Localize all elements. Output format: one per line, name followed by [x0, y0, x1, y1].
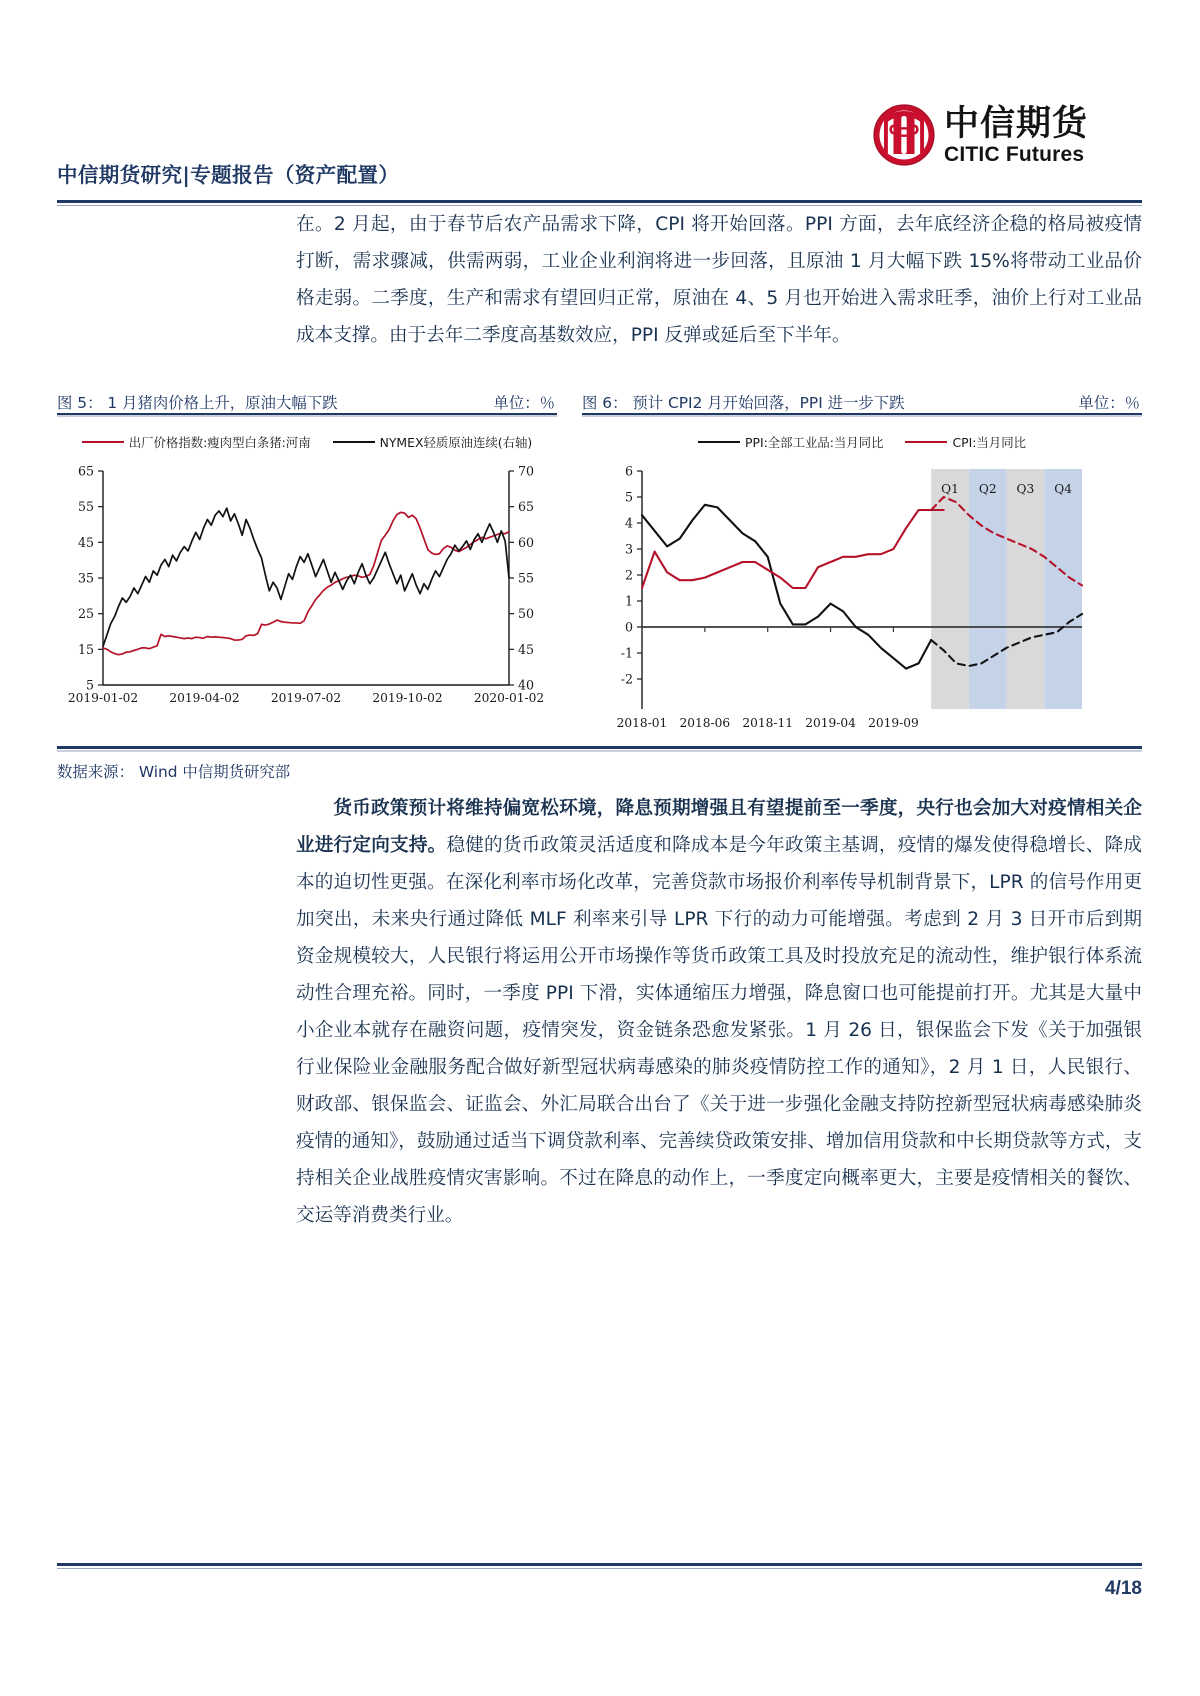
legend-swatch-black — [333, 441, 375, 444]
figure-6-legend — [582, 427, 1142, 457]
legend-label-nymex-crude: NYMEX轻质原油连续(右轴) — [379, 435, 533, 450]
figure-5-caption — [57, 385, 557, 415]
svg-text:2019-04-02: 2019-04-02 — [169, 691, 240, 705]
brand-name-cn: 中信期货 — [943, 102, 1088, 144]
svg-text:1: 1 — [624, 593, 633, 609]
svg-text:65: 65 — [77, 463, 94, 479]
source-divider-thin — [57, 750, 1142, 752]
svg-text:2: 2 — [624, 567, 633, 583]
header-divider — [57, 200, 1142, 203]
svg-text:2019-04: 2019-04 — [805, 716, 856, 729]
svg-text:40: 40 — [518, 677, 535, 693]
svg-text:Q2: Q2 — [978, 482, 997, 496]
legend-item-nymex-crude — [333, 433, 533, 451]
legend-swatch-red — [905, 441, 947, 444]
footer-divider-thin — [57, 1568, 1142, 1569]
figure-5 — [57, 385, 557, 729]
svg-text:55: 55 — [77, 499, 94, 515]
svg-text:5: 5 — [85, 677, 94, 693]
svg-text:-2: -2 — [620, 671, 633, 687]
svg-text:65: 65 — [518, 499, 535, 515]
legend-label-pork-price: 出厂价格指数:瘦肉型白条猪:河南 — [128, 435, 311, 450]
svg-text:2020-01-02: 2020-01-02 — [473, 691, 545, 705]
legend-item-cpi — [905, 433, 1026, 451]
page-number: 4/18 — [1105, 1578, 1142, 1599]
legend-item-pork-price — [82, 433, 311, 451]
svg-text:2018-01: 2018-01 — [616, 716, 668, 729]
legend-item-ppi — [698, 433, 883, 451]
svg-text:2019-09: 2019-09 — [868, 716, 919, 729]
svg-text:4: 4 — [624, 515, 633, 531]
svg-text:55: 55 — [518, 570, 535, 586]
citic-logo-icon — [873, 104, 935, 166]
svg-text:2019-10-02: 2019-10-02 — [372, 691, 443, 705]
page-header — [0, 0, 1200, 200]
legend-swatch-red — [82, 441, 124, 444]
svg-text:2018-11: 2018-11 — [742, 716, 794, 729]
figure-5-title: 图 5： 1 月猪肉价格上升，原油大幅下跌 — [57, 394, 338, 412]
svg-text:Q4: Q4 — [1054, 482, 1073, 496]
figure-5-svg — [57, 457, 557, 729]
brand-name-en: CITIC Futures — [943, 142, 1085, 166]
footer-divider — [57, 1563, 1142, 1566]
figure-5-plot — [57, 457, 557, 729]
svg-text:45: 45 — [77, 534, 94, 550]
svg-text:45: 45 — [518, 641, 535, 657]
svg-text:2018-06: 2018-06 — [679, 716, 731, 729]
report-header-title: 中信期货研究|专题报告（资产配置） — [57, 163, 400, 187]
svg-text:60: 60 — [518, 534, 535, 550]
svg-text:25: 25 — [77, 606, 94, 622]
figure-6-svg — [582, 457, 1142, 729]
figure-6 — [582, 385, 1142, 729]
svg-text:50: 50 — [518, 606, 535, 622]
svg-text:3: 3 — [624, 541, 633, 557]
paragraph-monetary-policy-lead: 货币政策预计将维持偏宽松环境，降息预期增强且有望提前至一季度，央行也会加大对疫情相关企业进行定向支持。 — [296, 798, 1142, 856]
svg-text:70: 70 — [518, 463, 535, 479]
svg-text:Q3: Q3 — [1016, 482, 1035, 496]
svg-text:-1: -1 — [620, 645, 633, 661]
source-note: 数据来源： Wind 中信期货研究部 — [57, 763, 291, 781]
svg-text:Q1: Q1 — [941, 482, 959, 496]
paragraph-cpi-ppi-outlook: 在。2 月起，由于春节后农产品需求下降，CPI 将开始回落。PPI 方面，去年底经济企稳的格局被疫情打断，需求骤减，供需两弱，工业企业利润将进一步回落，且原油 1 月大幅下跌 15%将带动工业品价格走弱。二季度，生产和需求有望回归正常，原油在 4、5 月也开始进入需求旺季，油价上行对工业品成本支撑。由于去年二季度高基数效应，PPI 反弹或延后至下半年。 — [296, 214, 1142, 346]
figure-6-plot — [582, 457, 1142, 729]
legend-label-cpi: CPI:当月同比 — [952, 435, 1026, 450]
paragraph-monetary-policy — [296, 790, 1142, 1234]
figure-6-title: 图 6： 预计 CPI2 月开始回落，PPI 进一步下跌 — [582, 394, 905, 412]
source-divider — [57, 746, 1142, 749]
svg-text:2019-01-02: 2019-01-02 — [67, 691, 139, 705]
figure-6-unit: 单位：％ — [1078, 394, 1140, 412]
svg-text:0: 0 — [624, 619, 633, 635]
legend-label-ppi: PPI:全部工业品:当月同比 — [745, 435, 884, 450]
legend-swatch-black — [698, 441, 740, 444]
svg-text:5: 5 — [624, 489, 633, 505]
svg-text:35: 35 — [77, 570, 94, 586]
figure-5-unit: 单位：％ — [493, 394, 555, 412]
svg-text:2019-07-02: 2019-07-02 — [270, 691, 342, 705]
figure-5-legend — [57, 427, 557, 457]
svg-text:15: 15 — [77, 641, 94, 657]
figure-6-caption — [582, 385, 1142, 415]
svg-text:6: 6 — [624, 463, 633, 479]
paragraph-monetary-policy-rest: 稳健的货币政策灵活适度和降成本是今年政策主基调，疫情的爆发使得稳增长、降成本的迫切性更强。在深化利率市场化改革，完善贷款市场报价利率传导机制背景下，LPR 的信号作用更加突出，未来央行通过降低 MLF 利率来引导 LPR 下行的动力可能增强。考虑到 2 月 3 日开市后到期资金规模较大，人民银行将运用公开市场操作等货币政策工具及时投放充足的流动性，维护银行体系流动性合理充裕。同时，一季度 PPI 下滑，实体通缩压力增强，降息窗口也可能提前打开。尤其是大量中小企业本就存在融资问题，疫情突发，资金链条恐愈发紧张。1 月 26 日，银保监会下发《关于加强银行业保险业金融服务配合做好新型冠状病毒感染的肺炎疫情防控工作的通知》，2 月 1 日，人民银行、财政部、银保监会、证监会、外汇局联合出台了《关于进一步强化金融支持防控新型冠状病毒感染肺炎疫情的通知》，鼓励通过适当下调贷款利率、完善续贷政策安排、增加信用贷款和中长期贷款等方式，支持相关企业战胜疫情灾害影响。不过在降息的动作上，一季度定向概率更大，主要是疫情相关的餐饮、交运等消费类行业。 — [296, 835, 1143, 1226]
citic-futures-logo — [873, 104, 1088, 166]
